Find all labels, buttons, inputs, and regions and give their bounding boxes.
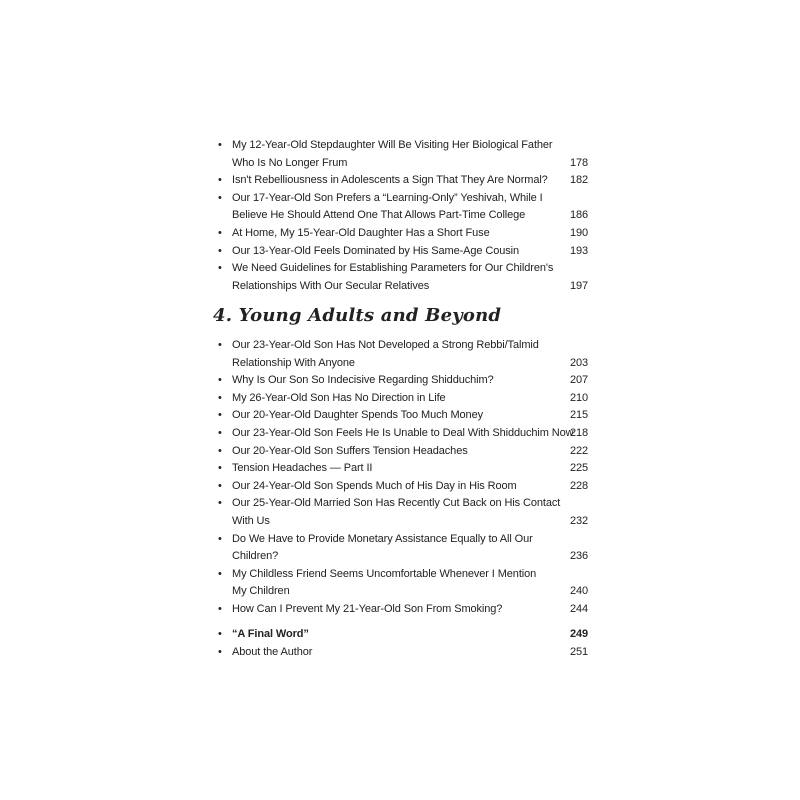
toc-entry — [218, 243, 588, 261]
toc-entry-line: Our 25-Year-Old Married Son Has Recently Cut Back on His Contact — [232, 497, 561, 510]
bullet: • — [218, 444, 222, 457]
page-number: 244 — [569, 602, 588, 615]
bullet: • — [218, 628, 222, 640]
toc-entry-title — [232, 172, 546, 190]
toc-entry-line: My Childless Friend Seems Uncomfortable Whenever I Mention — [232, 567, 537, 580]
bullet: • — [218, 567, 222, 580]
toc-entry-line: Do We Have to Provide Monetary Assistance Equally to All Our — [232, 532, 533, 545]
toc-entry-line: With Us — [232, 514, 270, 527]
page-number: 251 — [569, 645, 588, 658]
toc-entry-line: Isn't Rebelliousness in Adolescents a Sign That They Are Normal? — [232, 174, 548, 187]
toc-entry-title — [232, 243, 546, 261]
toc-upper-list — [218, 137, 588, 295]
toc-entry — [218, 372, 588, 390]
bullet: • — [218, 262, 222, 275]
toc-entry-line: Our 17-Year-Old Son Prefers a “Learning-Only” Yeshivah, While I — [232, 191, 543, 204]
bullet: • — [218, 374, 222, 387]
toc-entry-title — [232, 425, 574, 443]
bullet: • — [218, 191, 222, 204]
page-number: 232 — [569, 514, 588, 527]
toc-entry — [218, 443, 588, 461]
bullet: • — [218, 339, 222, 351]
toc-entry-line: Who Is No Longer Frum — [232, 156, 348, 169]
bullet: • — [218, 409, 222, 422]
toc-entry-line: Believe He Should Attend One That Allows Part-Time College — [232, 209, 526, 222]
toc-entry-title — [232, 225, 546, 243]
bullet: • — [218, 462, 222, 475]
page-number: 186 — [569, 209, 588, 222]
bullet: • — [218, 244, 222, 257]
toc-entry — [218, 478, 588, 496]
toc-entry — [218, 407, 588, 425]
toc-entry-line: My 12-Year-Old Stepdaughter Will Be Visiting Her Biological Father — [232, 139, 553, 151]
toc-entry-title — [232, 601, 546, 619]
toc-entry-title — [232, 495, 561, 530]
toc-entry-title — [232, 531, 546, 566]
toc-entry — [218, 495, 588, 530]
toc-entry — [218, 601, 588, 619]
toc-entry-line: Children? — [232, 550, 279, 563]
toc-entry-line: At Home, My 15-Year-Old Daughter Has a Short Fuse — [232, 226, 490, 239]
page-number: 215 — [569, 409, 588, 422]
page-number: 207 — [569, 374, 588, 387]
toc-entry-line: How Can I Prevent My 21-Year-Old Son From Smoking? — [232, 602, 503, 615]
toc-entry-final-word — [218, 626, 588, 644]
toc-entry — [218, 390, 588, 408]
page-number: 178 — [569, 156, 588, 169]
toc-end-list — [218, 626, 588, 661]
toc-entry-title — [232, 337, 546, 372]
bullet: • — [218, 532, 222, 545]
bullet: • — [218, 497, 222, 510]
page-number: 193 — [569, 244, 588, 257]
toc-entry — [218, 531, 588, 566]
page-number: 249 — [569, 628, 588, 640]
bullet: • — [218, 645, 222, 658]
toc-entry-title — [232, 443, 546, 461]
page-number: 182 — [569, 174, 588, 187]
bullet: • — [218, 391, 222, 404]
toc-entry-line: About the Author — [232, 645, 313, 658]
toc-entry-line: Our 20-Year-Old Son Suffers Tension Headaches — [232, 444, 468, 457]
toc-entry-title — [232, 137, 553, 172]
toc-entry-line: Our 24-Year-Old Son Spends Much of His Day in His Room — [232, 479, 517, 492]
toc-entry — [218, 260, 588, 295]
toc-entry-about-author — [218, 644, 588, 662]
toc-entry-line: Our 23-Year-Old Son Feels He Is Unable to Deal With Shidduchim Now — [232, 426, 574, 439]
toc-entry-line: My 26-Year-Old Son Has No Direction in Life — [232, 391, 446, 404]
bullet: • — [218, 602, 222, 615]
bullet: • — [218, 226, 222, 239]
page-number: 203 — [569, 356, 588, 369]
toc-entry-title — [232, 260, 554, 295]
toc-entry — [218, 137, 588, 172]
toc-entry — [218, 172, 588, 190]
page-number: 222 — [569, 444, 588, 457]
toc-entry-line: My Children — [232, 585, 290, 598]
page-number: 225 — [569, 462, 588, 475]
toc-entry-title — [232, 626, 546, 644]
toc-entry-title — [232, 390, 546, 408]
toc-entry — [218, 337, 588, 372]
page-number: 210 — [569, 391, 588, 404]
bullet: • — [218, 139, 222, 151]
page-number: 240 — [569, 585, 588, 598]
toc-entry-line: We Need Guidelines for Establishing Parameters for Our Children's — [232, 262, 554, 275]
page-number: 190 — [569, 226, 588, 239]
toc-entry-line: Our 23-Year-Old Son Has Not Developed a Strong Rebbi/Talmid — [232, 339, 539, 351]
toc-entry-line: Relationship With Anyone — [232, 356, 355, 369]
toc-entry-title — [232, 478, 546, 496]
section-heading: 4. Young Adults and Beyond — [213, 305, 502, 326]
page-number: 236 — [569, 550, 588, 563]
page-number: 218 — [569, 426, 588, 439]
toc-entry-line: Why Is Our Son So Indecisive Regarding Shidduchim? — [232, 374, 494, 387]
toc-entry-title — [232, 460, 546, 478]
toc-entry-line: Relationships With Our Secular Relatives — [232, 279, 430, 292]
toc-entry — [218, 190, 588, 225]
toc-entry — [218, 566, 588, 601]
page-number: 228 — [569, 479, 588, 492]
toc-entry-line: Our 20-Year-Old Daughter Spends Too Much Money — [232, 409, 483, 422]
toc-entry-title — [232, 372, 546, 390]
page-number: 197 — [569, 279, 588, 292]
toc-entry-title — [232, 644, 546, 662]
toc-entry-title — [232, 566, 546, 601]
toc-section-list — [218, 337, 588, 619]
toc-entry-line: “A Final Word” — [232, 628, 309, 640]
bullet: • — [218, 479, 222, 492]
toc-entry — [218, 460, 588, 478]
toc-entry — [218, 425, 588, 443]
toc-entry — [218, 225, 588, 243]
bullet: • — [218, 426, 222, 439]
toc-entry-title — [232, 407, 546, 425]
toc-entry-title — [232, 190, 546, 225]
toc-entry-line: Tension Headaches — Part II — [232, 462, 373, 475]
bullet: • — [218, 174, 222, 187]
toc-entry-line: Our 13-Year-Old Feels Dominated by His Same-Age Cousin — [232, 244, 520, 257]
